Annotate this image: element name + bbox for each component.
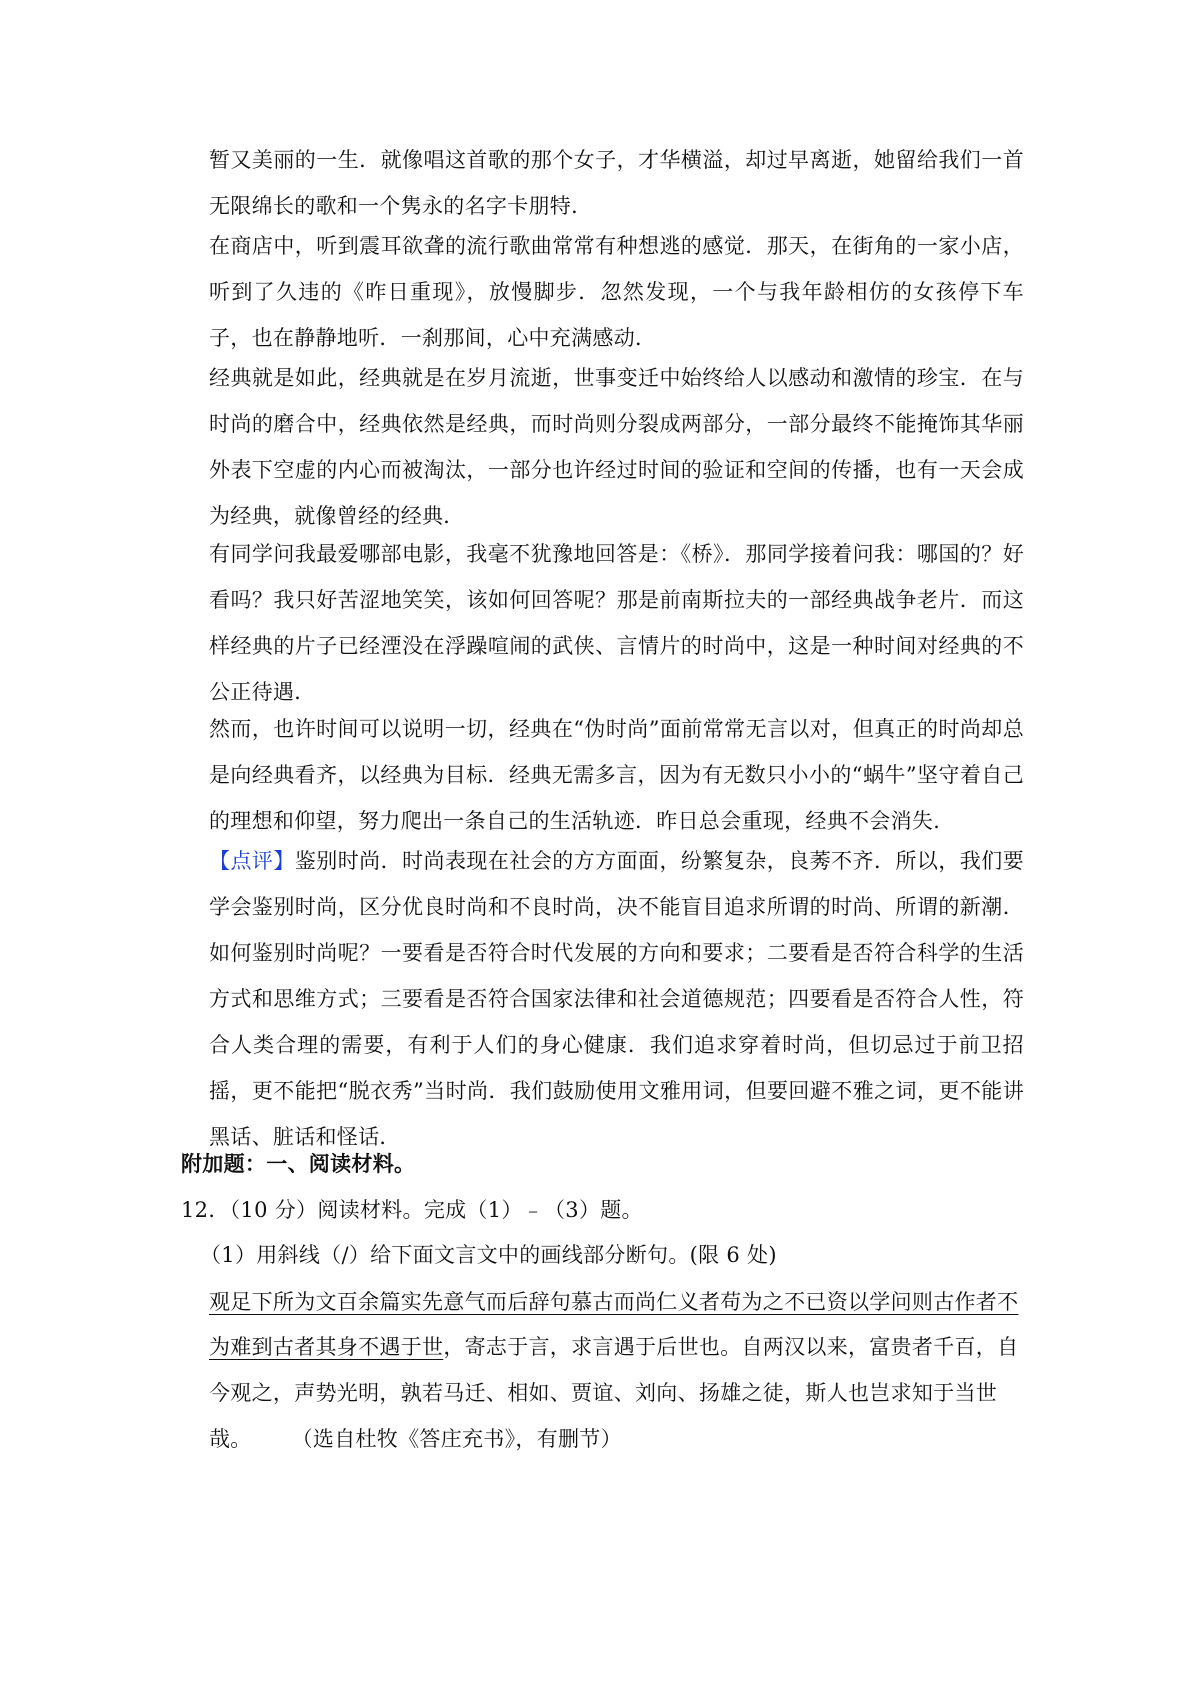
classical-text-line-3: 今观之，声势光明，孰若马迁、相如、贾谊、刘向、扬雄之徒，斯人也岂求知于当世 xyxy=(209,1381,998,1405)
classical-text-line-2 xyxy=(209,1324,1018,1370)
underlined-text-2: 为难到古者其身不遇于世 xyxy=(209,1335,444,1359)
comment-paragraph xyxy=(209,838,1024,1160)
classical-text-rest: ，寄志于言，求言遇于后世也。自两汉以来，富贵者千百，自 xyxy=(443,1335,1019,1359)
classical-text-line-1 xyxy=(209,1279,1018,1325)
paragraph-5: 然而，也许时间可以说明一切，经典在“伪时尚”面前常常无言以对，但真正的时尚却总是向经典看齐，以经典为目标．经典无需多言，因为有无数只小小的“蜗牛”坚守着自己的理想和仰望，努力爬出一条自己的生活轨迹．昨日总会重现，经典不会消失． xyxy=(209,717,1024,833)
question-sub-1: （1）用斜线（/）给下面文言文中的画线部分断句。(限 6 处) xyxy=(200,1243,777,1267)
paragraph-1: 暂又美丽的一生．就像唱这首歌的那个女子，才华横溢，却过早离逝，她留给我们一首无限绵长的歌和一个隽永的名字卡朋特． xyxy=(209,148,1024,218)
comment-label: 【点评】 xyxy=(209,849,295,873)
source-citation: （选自杜牧《答庄充书》，有删节） xyxy=(291,1427,622,1451)
question-stem: 12．（10 分）阅读材料。完成（1）﹣（3）题。 xyxy=(181,1198,643,1222)
extra-question-title: 附加题：一、阅读材料。 xyxy=(181,1151,416,1176)
comment-text: 鉴别时尚．时尚表现在社会的方方面面，纷繁复杂，良莠不齐．所以，我们要学会鉴别时尚，区分优良时尚和不良时尚，决不能盲目追求所谓的时尚、所谓的新潮．如何鉴别时尚呢？一要看是否符合时代发展的方向和要求；二要看是否符合科学的生活方式和思维方式；三要看是否符合国家法律和社会道德规范；四要看是否符合人性，符合人类合理的需要，有利于人们的身心健康．我们追求穿着时尚，但切忌过于前卫招摇，更不能把“脱衣秀”当时尚．我们鼓励使用文雅用词，但要回避不雅之词，更不能讲黑话、脏话和怪话． xyxy=(209,849,1024,1149)
underlined-text-1: 观足下所为文百余篇实先意气而后辞句慕古而尚仁义者苟为之不已资以学问则古作者不 xyxy=(209,1290,1019,1314)
paragraph-3: 经典就是如此，经典就是在岁月流逝，世事变迁中始终给人以感动和激情的珍宝．在与时尚的磨合中，经典依然是经典，而时尚则分裂成两部分，一部分最终不能掩饰其华丽外表下空虚的内心而被淘汰，一部分也许经过时间的验证和空间的传播，也有一天会成为经典，就像曾经的经典． xyxy=(209,366,1024,528)
paragraph-2: 在商店中，听到震耳欲聋的流行歌曲常常有种想逃的感觉．那天，在街角的一家小店，听到了久违的《昨日重现》，放慢脚步．忽然发现，一个与我年龄相仿的女孩停下车子，也在静静地听．一刹那间，心中充满感动． xyxy=(209,234,1024,350)
paragraph-4: 有同学问我最爱哪部电影，我毫不犹豫地回答是：《桥》．那同学接着问我：哪国的？好看吗？我只好苦涩地笑笑，该如何回答呢？那是前南斯拉夫的一部经典战争老片．而这样经典的片子已经湮没在浮躁喧闹的武侠、言情片的时尚中，这是一种时间对经典的不公正待遇． xyxy=(209,542,1024,704)
classical-text-end: 哉。 xyxy=(209,1427,252,1451)
classical-text-line-4 xyxy=(209,1416,622,1462)
